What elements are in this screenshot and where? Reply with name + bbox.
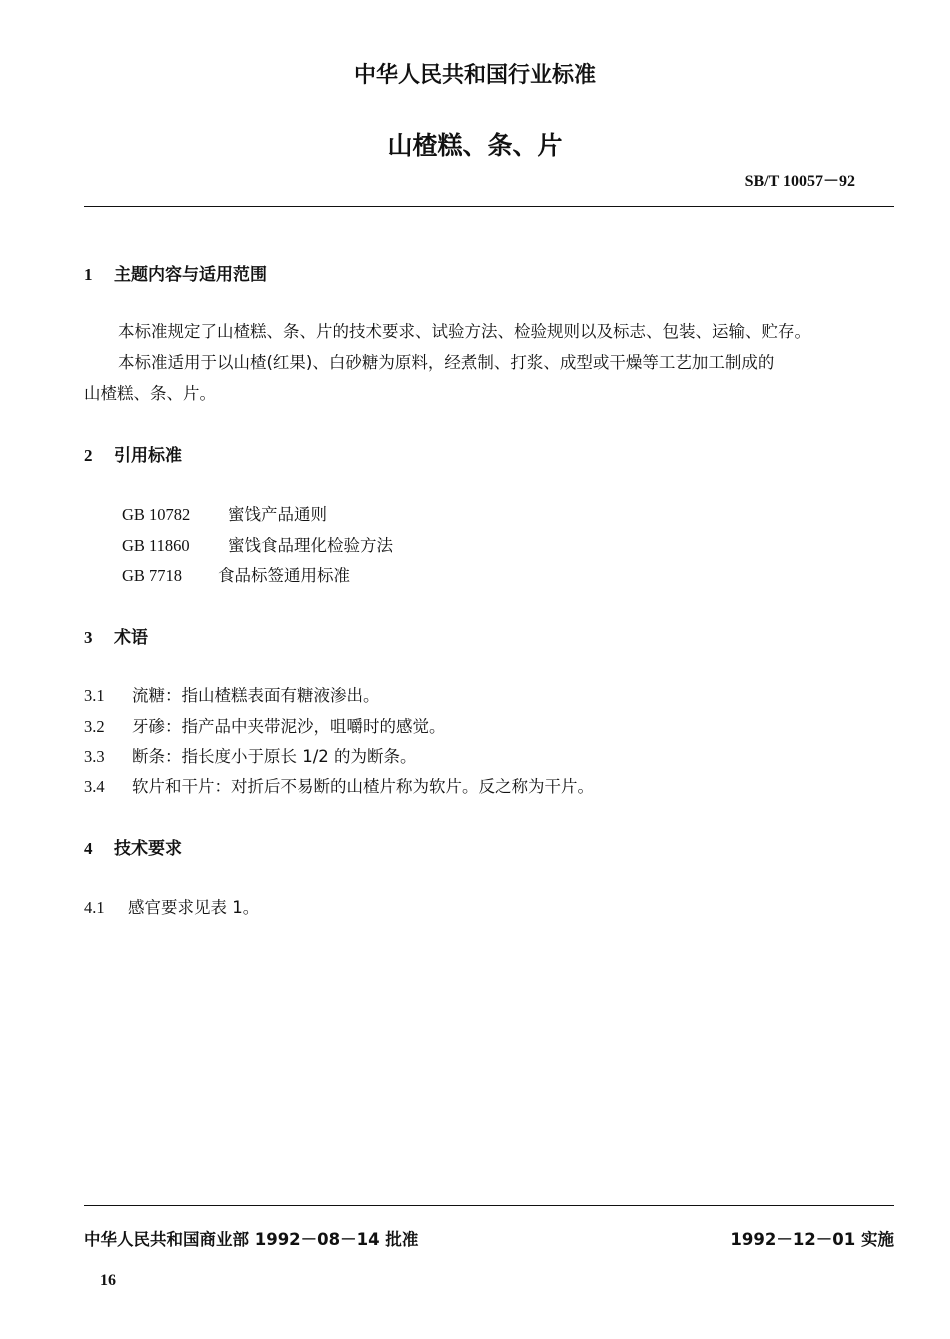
section-number: 2 xyxy=(84,446,93,465)
term-definition xyxy=(84,682,380,706)
section-number: 1 xyxy=(84,265,93,284)
section-1-paragraph-2-line-1: 本标准适用于以山楂(红果)、白砂糖为原料，经煮制、打浆、成型或干燥等工艺加工制成的 xyxy=(118,353,775,372)
section-title: 技术要求 xyxy=(114,839,182,859)
term-definition xyxy=(84,713,446,737)
document-title: 山楂糕、条、片 xyxy=(387,131,563,160)
term-number: 3.2 xyxy=(84,717,105,736)
item-number: 4.1 xyxy=(84,898,105,917)
section-2-heading xyxy=(84,441,182,466)
section-number: 4 xyxy=(84,839,93,858)
reference-standard xyxy=(122,562,350,586)
header-divider xyxy=(84,206,894,207)
section-1-paragraph-2-line-2: 山楂糕、条、片。 xyxy=(84,384,216,403)
section-title: 引用标准 xyxy=(114,446,182,466)
term-text: 断条：指长度小于原长 1/2 的为断条。 xyxy=(132,747,417,766)
reference-name: 食品标签通用标准 xyxy=(218,566,350,585)
section-number: 3 xyxy=(84,628,93,647)
term-text: 流糖：指山楂糕表面有糖液渗出。 xyxy=(132,686,380,705)
term-number: 3.3 xyxy=(84,747,105,766)
section-title: 主题内容与适用范围 xyxy=(114,265,267,285)
reference-code: GB 10782 xyxy=(122,505,191,524)
reference-standard xyxy=(122,501,327,525)
section-4-heading xyxy=(84,834,182,859)
section-1-heading xyxy=(84,260,267,285)
item-text: 感官要求见表 1。 xyxy=(128,898,260,917)
reference-code: GB 7718 xyxy=(122,566,183,585)
term-number: 3.1 xyxy=(84,686,105,705)
term-text: 牙碜：指产品中夹带泥沙，咀嚼时的感觉。 xyxy=(132,717,446,736)
section-3-heading xyxy=(84,623,148,648)
term-definition xyxy=(84,743,417,767)
reference-name: 蜜饯食品理化检验方法 xyxy=(228,536,393,555)
term-text: 软片和干片：对折后不易断的山楂片称为软片。反之称为干片。 xyxy=(132,777,594,796)
implementation-date: 1992－12－01 实施 xyxy=(730,1230,894,1249)
term-number: 3.4 xyxy=(84,777,105,796)
page-number: 16 xyxy=(100,1272,116,1289)
reference-standard xyxy=(122,532,393,556)
reference-name: 蜜饯产品通则 xyxy=(228,505,327,524)
section-1-paragraph-1: 本标准规定了山楂糕、条、片的技术要求、试验方法、检验规则以及标志、包装、运输、贮存。 xyxy=(118,322,811,341)
standard-type-heading: 中华人民共和国行业标准 xyxy=(353,63,596,88)
section-title: 术语 xyxy=(114,628,148,648)
reference-code: GB 11860 xyxy=(122,536,190,555)
term-definition xyxy=(84,773,594,797)
requirement-item xyxy=(84,894,259,918)
standard-code: SB/T 10057－92 xyxy=(744,173,855,190)
footer-divider xyxy=(84,1205,894,1206)
approval-statement: 中华人民共和国商业部 1992－08－14 批准 xyxy=(84,1230,419,1249)
